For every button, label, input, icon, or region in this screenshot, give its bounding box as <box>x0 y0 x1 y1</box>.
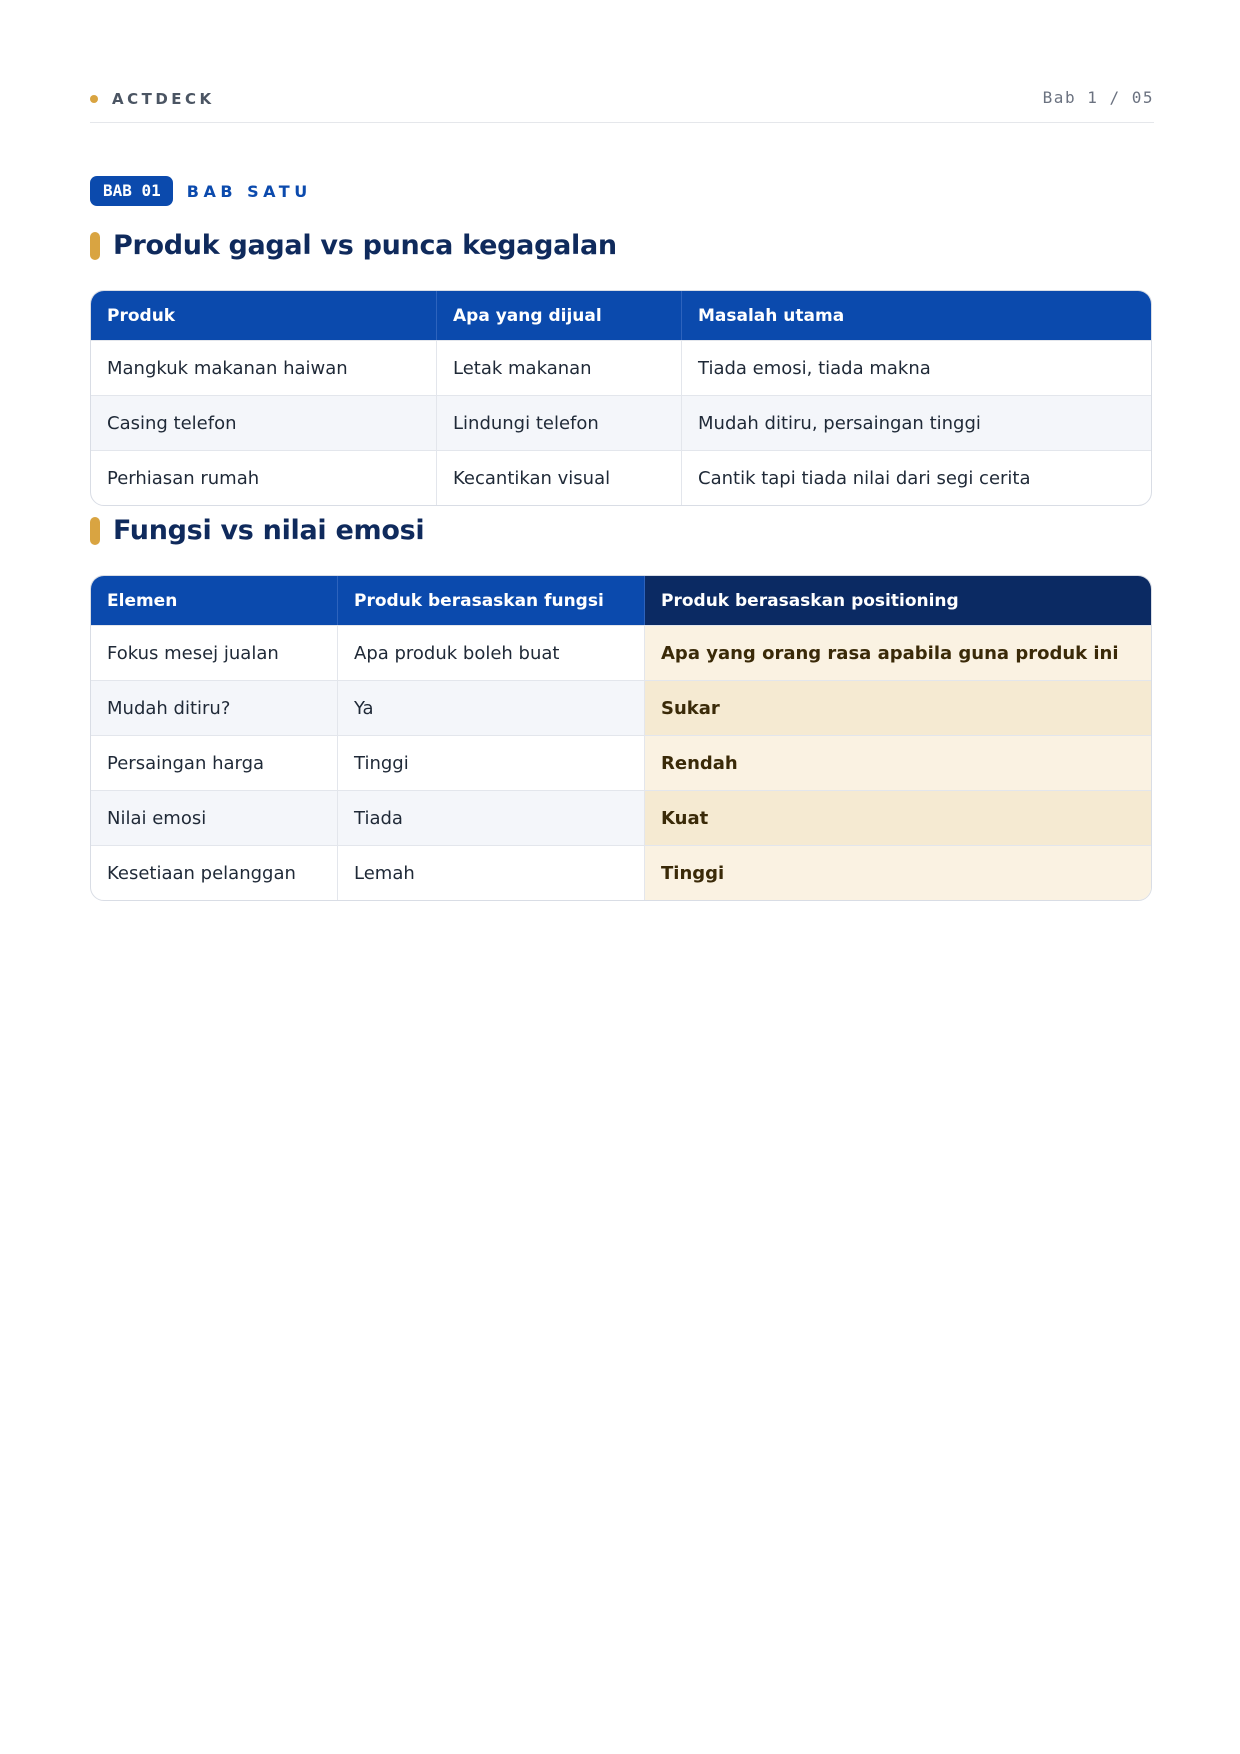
table-cell: Tiada emosi, tiada makna <box>682 340 1151 395</box>
section-title-2 <box>90 515 424 546</box>
failed-products-table <box>90 290 1152 506</box>
table-cell: Lemah <box>338 845 645 900</box>
chapter-badge: BAB 01 <box>90 176 173 206</box>
table-cell: Nilai emosi <box>91 790 338 845</box>
table-cell: Mudah ditiru, persaingan tinggi <box>682 395 1151 450</box>
brand <box>90 90 215 108</box>
table-cell: Tinggi <box>338 735 645 790</box>
section-title-1 <box>90 230 617 261</box>
table-cell: Kesetiaan pelanggan <box>91 845 338 900</box>
column-header: Elemen <box>91 576 338 625</box>
table-cell-highlight: Rendah <box>645 735 1151 790</box>
column-header: Apa yang dijual <box>437 291 682 340</box>
table-cell-highlight: Apa yang orang rasa apabila guna produk ini <box>645 625 1151 680</box>
table-header-row <box>91 576 1151 625</box>
table-cell: Mudah ditiru? <box>91 680 338 735</box>
table-row <box>91 450 1151 505</box>
table-row <box>91 680 1151 735</box>
table-cell: Lindungi telefon <box>437 395 682 450</box>
table-row <box>91 790 1151 845</box>
column-header: Produk berasaskan fungsi <box>338 576 645 625</box>
table-cell: Perhiasan rumah <box>91 450 437 505</box>
table-cell: Fokus mesej jualan <box>91 625 338 680</box>
table-cell: Kecantikan visual <box>437 450 682 505</box>
table-row <box>91 395 1151 450</box>
table-row <box>91 735 1151 790</box>
table-cell: Cantik tapi tiada nilai dari segi cerita <box>682 450 1151 505</box>
column-header: Masalah utama <box>682 291 1151 340</box>
brand-name: ACTDECK <box>112 90 215 108</box>
table-cell: Persaingan harga <box>91 735 338 790</box>
table-cell: Letak makanan <box>437 340 682 395</box>
chapter-tag <box>90 176 312 206</box>
brand-dot-icon <box>90 95 98 103</box>
table-cell-highlight: Tinggi <box>645 845 1151 900</box>
table-row <box>91 845 1151 900</box>
title-accent-bar <box>90 517 100 545</box>
table-cell: Ya <box>338 680 645 735</box>
page-header <box>90 86 1154 123</box>
chapter-label: BAB SATU <box>186 181 312 201</box>
column-header: Produk <box>91 291 437 340</box>
table-cell: Tiada <box>338 790 645 845</box>
table-row <box>91 625 1151 680</box>
table-row <box>91 340 1151 395</box>
section-heading: Fungsi vs nilai emosi <box>113 515 425 546</box>
function-vs-emotion-table <box>90 575 1152 901</box>
table-header-row <box>91 291 1151 340</box>
section-heading: Produk gagal vs punca kegagalan <box>113 230 617 261</box>
table-cell: Apa produk boleh buat <box>338 625 645 680</box>
table-cell-highlight: Kuat <box>645 790 1151 845</box>
table-cell-highlight: Sukar <box>645 680 1151 735</box>
page-indicator: Bab 1 / 05 <box>1042 88 1154 107</box>
table-cell: Mangkuk makanan haiwan <box>91 340 437 395</box>
title-accent-bar <box>90 232 100 260</box>
column-header-highlight: Produk berasaskan positioning <box>645 576 1151 625</box>
table-cell: Casing telefon <box>91 395 437 450</box>
